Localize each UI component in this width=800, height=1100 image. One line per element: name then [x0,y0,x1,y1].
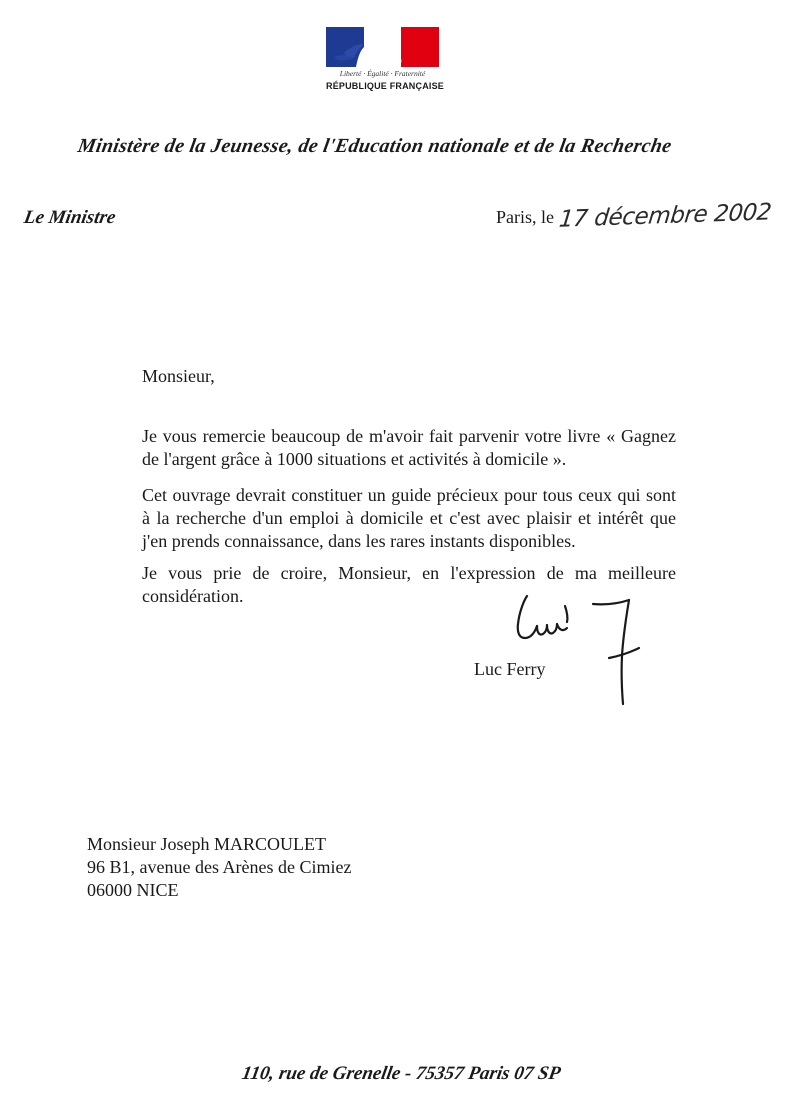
paragraph-3: Je vous prie de croire, Monsieur, en l'expression de ma meilleure considération. [142,563,676,606]
marianne-logo [326,27,445,97]
handwritten-signature [505,588,665,710]
footer-address: 110, rue de Grenelle - 75357 Paris 07 SP [240,1063,563,1084]
recipient-city: 06000 NICE [87,880,179,900]
date-line [496,199,773,233]
recipient-name: Monsieur Joseph MARCOULET [87,834,326,854]
date-place: Paris, le [496,207,554,227]
republic-motto: Liberté · Égalité · Fraternité [339,69,426,78]
minister-title: Le Ministre [22,207,118,228]
paragraph-2: Cet ouvrage devrait constituer un guide précieux pour tous ceux qui sont à la recherche d'un emploi à domicile et c'est avec plaisir et intérêt que j'en prends connaissance, dans les rares instants disponibles. [142,485,676,551]
ministry-name: Ministère de la Jeunesse, de l'Education nationale et de la Recherche [76,135,674,157]
recipient-street: 96 B1, avenue des Arènes de Cimiez [87,857,352,877]
marianne-logo-icon [326,27,439,67]
paragraph-1: Je vous remercie beaucoup de m'avoir fait parvenir votre livre « Gagnez de l'argent grâce à 1000 situations et activités à domicile ». [142,426,676,469]
republic-name: RÉPUBLIQUE FRANÇAISE [326,81,445,91]
signatory-name: Luc Ferry [474,659,546,679]
handwritten-date: 17 décembre 2002 [557,199,773,233]
salutation: Monsieur, [142,366,215,386]
